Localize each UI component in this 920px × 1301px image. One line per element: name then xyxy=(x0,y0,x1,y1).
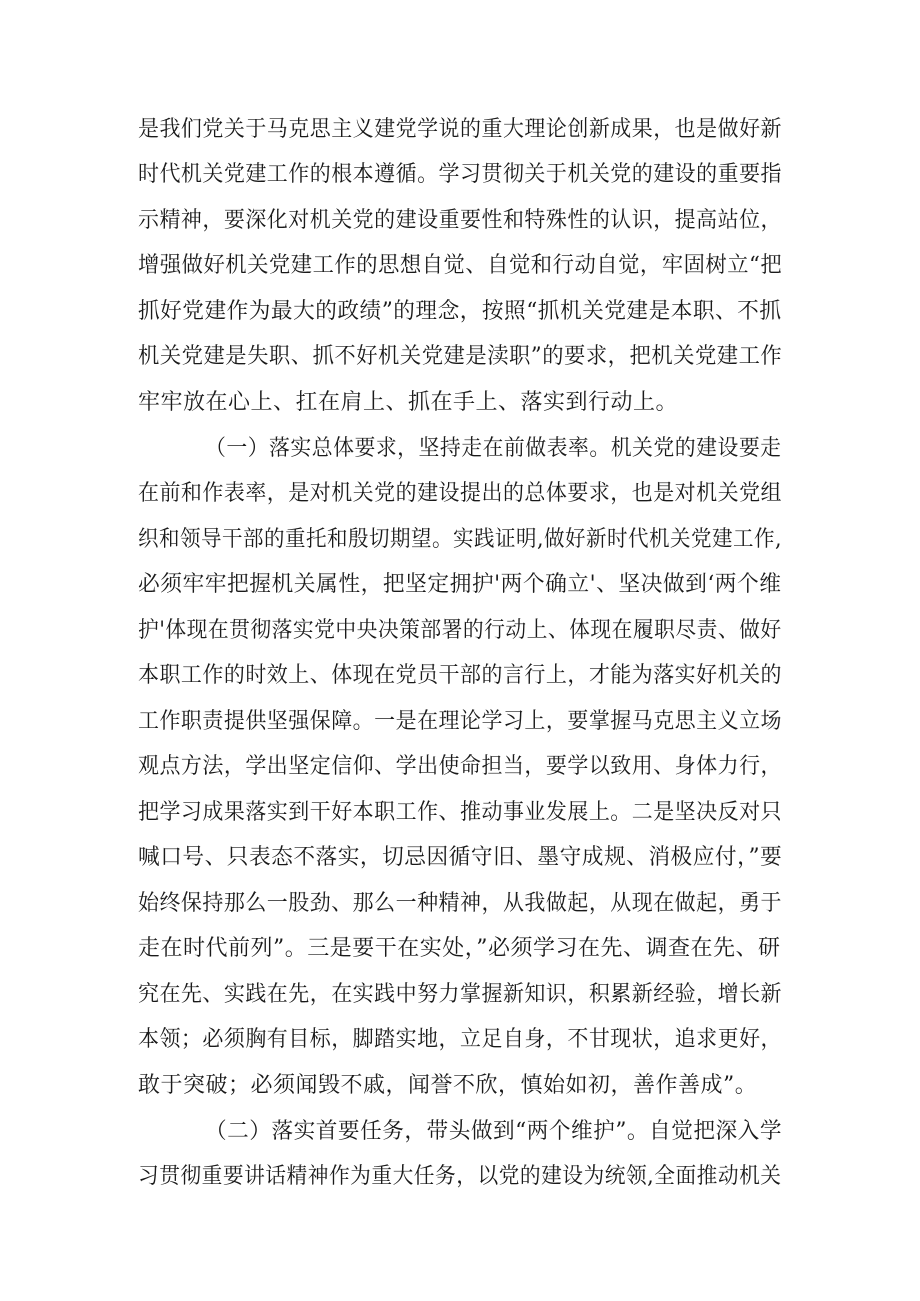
section-heading-2: （二）落实首要任务，带头做到“两个维护”。自觉把深入学 xyxy=(205,1119,782,1144)
text-line-5: 抓好党建作为最大的政绩”的理念，按照“抓机关党建是本职、不抓 xyxy=(138,299,782,324)
text-line-14: 工作职责提供坚强保障。一是在理论学习上，要掌握马克思主义立场 xyxy=(138,709,783,734)
text-line-3: 示精神，要深化对机关党的建设重要性和特殊性的认识，提高站位， xyxy=(138,208,783,233)
text-line-18: 始终保持那么一股劲、那么一种精神，从我做起，从现在做起，勇于 xyxy=(138,891,783,916)
text-line-22: 敢于突破；必须闻毁不戚，闻誉不欣，慎始如初，善作善成”。 xyxy=(138,1073,758,1098)
text-line-17: 喊口号、只表态不落实，切忌因循守旧、墨守成规、消极应付，”要 xyxy=(138,845,783,870)
section-heading-1: （一）落实总体要求，坚持走在前做表率。机关党的建设要走 xyxy=(205,436,782,461)
text-line-11: 必须牢牢把握机关属性，把坚定拥护'两个确立'、坚决做到‘两个维 xyxy=(138,572,782,597)
text-line-20: 究在先、实践在先，在实践中努力掌握新知识，积累新经验，增长新 xyxy=(138,982,783,1007)
text-line-15: 观点方法，学出坚定信仰、学出使命担当，要学以致用、身体力行， xyxy=(138,754,783,779)
text-line-9: 在前和作表率，是对机关党的建设提出的总体要求，也是对机关党组 xyxy=(138,481,783,506)
text-line-10: 织和领导干部的重托和殷切期望。实践证明,做好新时代机关党建工作, xyxy=(138,527,782,552)
text-line-12: 护'体现在贯彻落实党中央决策部署的行动上、体现在履职尽责、做好 xyxy=(138,618,782,643)
text-line-1: 是我们党关于马克思主义建党学说的重大理论创新成果，也是做好新 xyxy=(138,117,783,142)
text-line-2: 时代机关党建工作的根本遵循。学习贯彻关于机关党的建设的重要指 xyxy=(138,162,783,187)
text-line-4: 增强做好机关党建工作的思想自觉、自觉和行动自觉，牢固树立“把 xyxy=(138,253,783,278)
text-line-6: 机关党建是失职、抓不好机关党建是渎职”的要求，把机关党建工作 xyxy=(138,344,783,369)
text-line-19: 走在时代前列”。三是要干在实处，”必须学习在先、调查在先、研 xyxy=(138,936,781,961)
text-line-13: 本职工作的时效上、体现在党员干部的言行上，才能为落实好机关的 xyxy=(138,663,783,688)
text-line-24: 习贯彻重要讲话精神作为重大任务，以党的建设为统领,全面推动机关 xyxy=(138,1164,782,1189)
text-line-7: 牢牢放在心上、扛在肩上、抓在手上、落实到行动上。 xyxy=(138,390,679,415)
text-line-21: 本领；必须胸有目标，脚踏实地，立足自身，不甘现状，追求更好， xyxy=(138,1027,783,1052)
text-line-16: 把学习成果落实到干好本职工作、推动事业发展上。二是坚决反对只 xyxy=(138,800,783,825)
